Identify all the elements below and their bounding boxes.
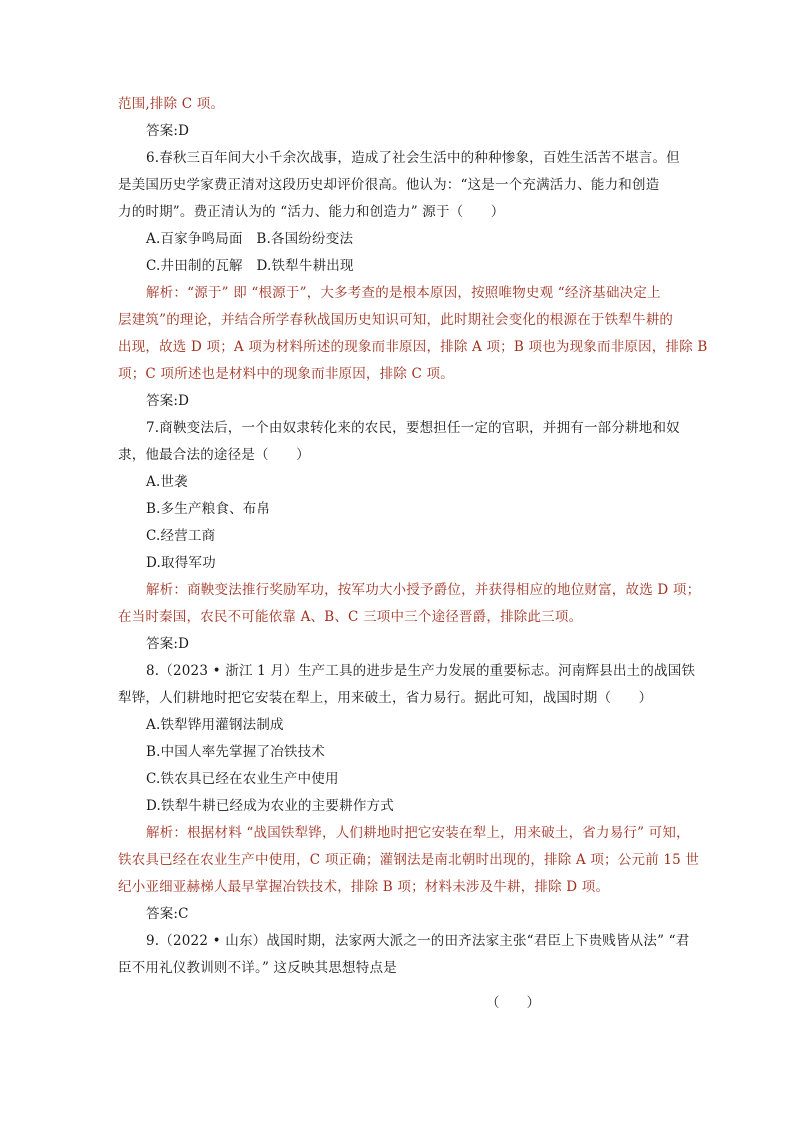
analysis-line: 解析：根据材料 “战国铁犁铧，人们耕地时把它安装在犁上，用来破土，省力易行” 可知， — [146, 825, 690, 841]
option-line: B.中国人率先掌握了冶铁技术 — [146, 744, 326, 760]
question-line: 6.春秋三百年间大小千余次战事，造成了社会生活中的种种惨象，百姓生活苦不堪言。但 — [146, 150, 680, 166]
question-line: 7.商鞅变法后，一个由奴隶转化来的农民，要想担任一定的官职，并拥有一部分耕地和奴 — [146, 420, 680, 436]
question-line: 是美国历史学家费正清对这段历史却评价很高。他认为：“这是一个充满活力、能力和创造 — [118, 177, 660, 193]
option-line: C.铁农具已经在农业生产中使用 — [146, 771, 339, 787]
analysis-line: 解析：“源于” 即 “根源于”，大多考查的是根本原因，按照唯物史观 “经济基础决定上 — [146, 285, 661, 301]
analysis-line: 在当时秦国，农民不可能依靠 A、B、C 三项中三个途径晋爵，排除此三项。 — [118, 609, 583, 625]
analysis-line: 铁农具已经在农业生产中使用，C 项正确；灌钢法是南北朝时出现的，排除 A 项；公元前 15 世 — [118, 852, 700, 868]
answer-line: 答案:D — [146, 123, 190, 139]
option-line: A.铁犁铧用灌钢法制成 — [146, 717, 284, 733]
analysis-line: 解析：商鞅变法推行奖励军功，按军功大小授予爵位，并获得相应的地位财富，故选 D 项； — [146, 582, 701, 598]
option-line: D.铁犁牛耕已经成为农业的主要耕作方式 — [146, 798, 394, 814]
question-line: 力的时期”。费正清认为的 “活力、能力和创造力” 源于（ ） — [118, 204, 505, 220]
text-line: 范围,排除 C 项。 — [118, 96, 225, 112]
analysis-line: 层建筑”的理论，并结合所学春秋战国历史知识可知，此时期社会变化的根源在于铁犁牛耕的 — [118, 312, 674, 328]
option-line: C.经营工商 — [146, 528, 216, 544]
question-line: 犁铧，人们耕地时把它安装在犁上，用来破土，省力易行。据此可知，战国时期（ ） — [118, 690, 653, 706]
option-line: A.百家争鸣局面 B.各国纷纷变法 — [146, 231, 354, 247]
analysis-line: 纪小亚细亚赫梯人最早掌握冶铁技术，排除 B 项；材料未涉及牛耕，排除 D 项。 — [118, 879, 610, 895]
question-line: 隶，他最合法的途径是（ ） — [118, 447, 310, 463]
answer-blank: （ ） — [486, 995, 540, 1011]
answer-line: 答案:C — [146, 906, 189, 922]
analysis-line: 项；C 项所述也是材料中的现象而非原因，排除 C 项。 — [118, 366, 454, 382]
option-line: B.多生产粮食、布帛 — [146, 501, 271, 517]
option-line: C.井田制的瓦解 D.铁犁牛耕出现 — [146, 258, 354, 274]
question-line: 8.（2023 • 浙江 1 月）生产工具的进步是生产力发展的重要标志。河南辉县出土的战国铁 — [146, 663, 696, 679]
answer-line: 答案:D — [146, 393, 190, 409]
option-line: D.取得军功 — [146, 555, 216, 571]
analysis-line: 出现，故选 D 项；A 项为材料所述的现象而非原因，排除 A 项；B 项也为现象而非原因，排除 B — [118, 339, 708, 355]
option-line: A.世袭 — [146, 474, 188, 490]
question-line: 臣不用礼仪教训则不详。” 这反映其思想特点是 — [118, 960, 397, 976]
answer-line: 答案:D — [146, 636, 190, 652]
question-line: 9.（2022 • 山东）战国时期，法家两大派之一的田齐法家主张“君臣上下贵贱皆从法” “君 — [146, 933, 690, 949]
